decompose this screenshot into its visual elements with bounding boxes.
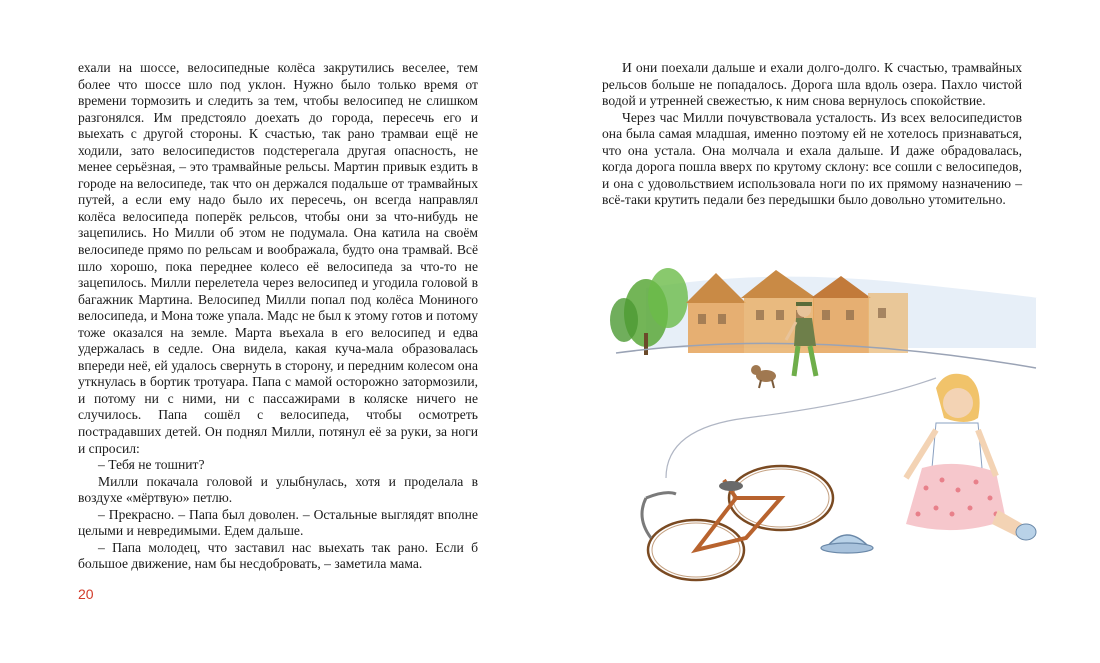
paragraph: – Прекрасно. – Папа был доволен. – Остальные выглядят вполне целыми и невредимыми. Едем дальше. xyxy=(78,506,478,539)
curb-line xyxy=(666,378,936,478)
hat xyxy=(821,535,873,553)
paragraph: Милли покачала головой и улыбнулась, хотя и проделала в воздухе «мёртвую» петлю. xyxy=(78,473,478,506)
right-text-column xyxy=(602,60,1022,209)
paragraph: И они поехали дальше и ехали долго-долго. К счастью, трамвайных рельсов больше не попадалось. Дорога шла вдоль озера. Пахло чистой водой и утренней свежестью, к ним снова вернулось спокойствие. xyxy=(602,60,1022,109)
bicycle-fall-illustration xyxy=(606,258,1046,618)
left-text-column xyxy=(78,60,478,573)
paragraph: Через час Милли почувствовала усталость. Из всех велосипедистов она была самая младшая, именно поэтому ей не хотелось признаваться, что она устала. Она молчала и ехала дальше. И даже обрадовалась, когда дорога пошла вверх по крутому склону: все сошли с велосипедов, и она с удовольствием использовала ноги по их прямому назначению – всё-таки крутить педали без передышки было довольно утомительно. xyxy=(602,109,1022,208)
page-number: 20 xyxy=(78,586,94,602)
paragraph: ехали на шоссе, велосипедные колёса закрутились веселее, тем более что шоссе шло под уклон. Нужно было только время от времени тормозить и следить за тем, чтобы велосипед не слишком разгонялся. Им предстояло доехать до города, пересечь его и выехать с другой стороны. К счастью, так рано трамваи ещё не ходили, зато велосипедистов подстерегала другая опасность, не менее серьёзная, – это трамвайные рельсы. Мартин привык ездить в городе на велосипеде, так что он держался подальше от трамвайных путей, а если ему надо было их пересечь, он всегда направлял колёса велосипеда поперёк рельсов, чтобы они за что-нибудь не зацепились. Но Милли об этом не подумала. Она катила на своём велосипеде прямо по рельсам и воображала, будто она трамвай. Всё шло хорошо, пока переднее колесо её велосипеда за что-то не зацепилось. Милли перелетела через велосипед и угодила головой в багажник Мартина. Велосипед Милли попал под колёса Мониного велосипеда, и Мона тоже упала. Мадс не был к этому готов и потому тоже оказался на земле. Марта въехала в его велосипед и едва удержалась в седле. Она видела, какая куча-мала образовалась впереди неё, ей удалось свернуть в сторону, и передним колесом она уткнулась в бортик тротуара. Папа с мамой осторожно затормозили, и потому ни с ними, ни с пассажирами в коляске ничего не случилось. Папа сошёл с велосипеда, чтобы осмотреть пострадавших детей. Он поднял Милли, потянул её за руки, за ноги и спросил: xyxy=(78,60,478,456)
girl-figure xyxy=(906,374,1036,540)
paragraph: – Тебя не тошнит? xyxy=(98,457,205,473)
paragraph: – Папа молодец, что заставил нас выехать так рано. Если б большое движение, нам бы несдобровать, – заметила мама. xyxy=(78,539,478,572)
dog-figure xyxy=(751,365,776,388)
fallen-bicycle xyxy=(642,466,833,580)
right-page xyxy=(550,0,1100,663)
